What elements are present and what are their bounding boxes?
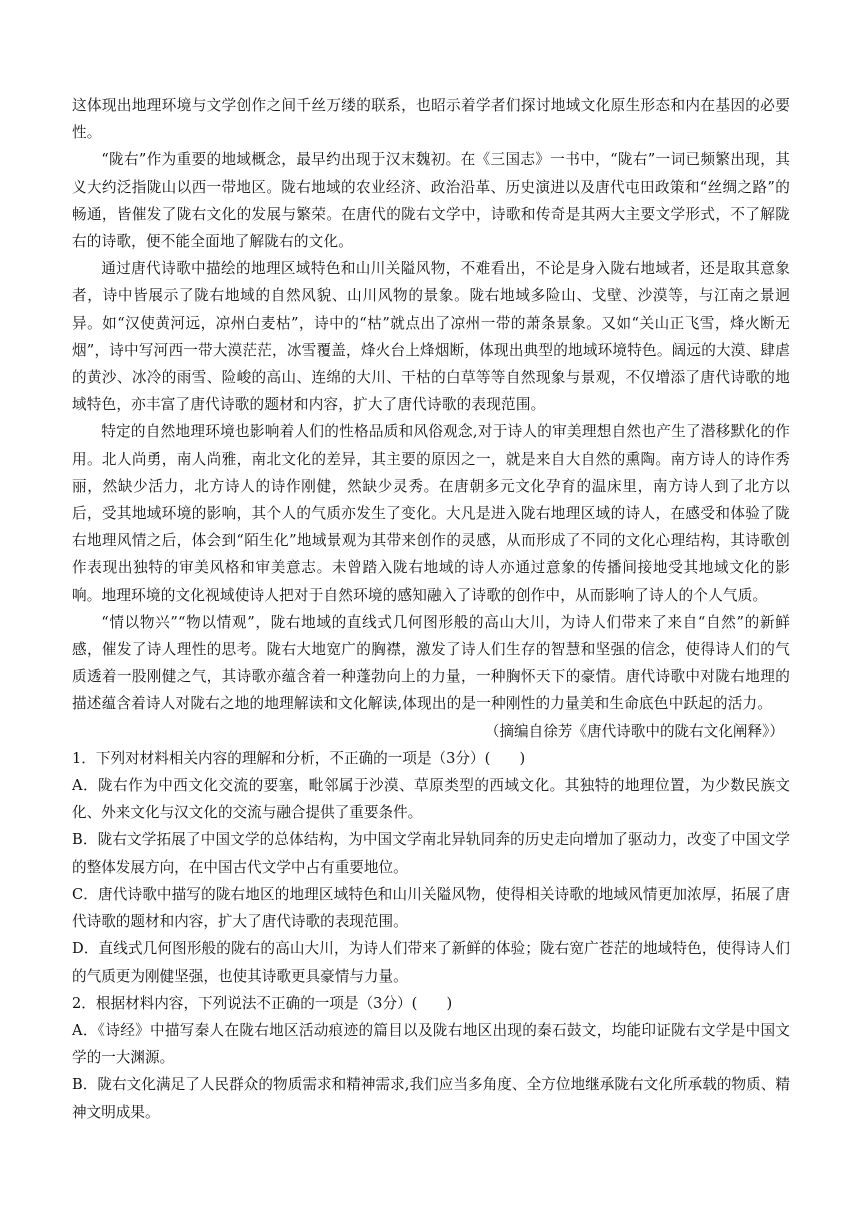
passage-paragraph-0: 这体现出地理环境与文学创作之间千丝万缕的联系，也昭示着学者们探讨地域文化原生形态和内在基因的必要性。 — [72, 97, 790, 142]
option-b: B．陇右文化满足了人民群众的物质需求和精神需求,我们应当多角度、全方位地继承陇右文化所承载的物质、精神文明成果。 — [72, 1076, 790, 1121]
passage-paragraph-1: “陇右”作为重要的地域概念，最早约出现于汉末魏初。在《三国志》一书中，“陇右”一词已频繁出现，其义大约泛指陇山以西一带地区。陇右地域的农业经济、政治沿革、历史演进以及唐代屯田政策和“丝绸之路”的畅通，皆催发了陇右文化的发展与繁荣。在唐代的陇右文学中，诗歌和传奇是其两大主要文学形式，不了解陇右的诗歌，便不能全面地了解陇右的文化。 — [72, 151, 790, 251]
passage-paragraph-4: “情以物兴”“物以情观”，陇右地域的直线式几何图形般的高山大川，为诗人们带来了来自“自然”的新鲜感，催发了诗人理性的思考。陇右大地宽广的胸襟，激发了诗人们生存的智慧和坚强的信念，使得诗人们的气质透着一股刚健之气，其诗歌亦蕴含着一种蓬勃向上的力量，一种胸怀天下的豪情。唐代诗歌中对陇右地理的描述蕴含着诗人对陇右之地的地理解读和文化解读,体现出的是一种刚性的力量美和生命底色中跃起的活力。 — [72, 613, 790, 713]
option-a: A．陇右作为中西文化交流的要塞，毗邻属于沙漠、草原类型的西域文化。其独特的地理位置，为少数民族文化、外来文化与汉文化的交流与融合提供了重要条件。 — [72, 777, 790, 822]
option-c: C．唐代诗歌中描写的陇右地区的地理区域特色和山川关隘风物，使得相关诗歌的地域风情更加浓厚，拓展了唐代诗歌的题材和内容，扩大了唐代诗歌的表现范围。 — [72, 885, 790, 931]
question-stem: 2．根据材料内容，下列说法不正确的一项是（3分）( ) — [72, 994, 453, 1012]
question-2 — [72, 990, 790, 1126]
option-b: B．陇右文学拓展了中国文学的总体结构，为中国文学南北异轨同奔的历史走向增加了驱动力，改变了中国文学的整体发展方向，在中国古代文学中占有重要地位。 — [72, 831, 790, 876]
option-d: D．直线式几何图形般的陇右的高山大川，为诗人们带来了新鲜的体验；陇右宽广苍茫的地域特色，使得诗人们的气质更为刚健坚强，也使其诗歌更具豪情与力量。 — [72, 940, 790, 985]
passage-paragraph-2: 通过唐代诗歌中描绘的地理区域特色和山川关隘风物，不难看出，不论是身入陇右地域者，还是取其意象者，诗中皆展示了陇右地域的自然风貌、山川风物的景象。陇右地域多险山、戈壁、沙漠等，与江南之景迥异。如“汉使黄河远，凉州白麦枯”，诗中的“枯”就点出了凉州一带的萧条景象。又如“关山正飞雪，烽火断无烟”，诗中写河西一带大漠茫茫，冰雪覆盖，烽火台上烽烟断，体现出典型的地域环境特色。阔远的大漠、肆虐的黄沙、冰冷的雨雪、险峻的高山、连绵的大川、干枯的白草等等自然现象与景观，不仅增添了唐代诗歌的地域特色，亦丰富了唐代诗歌的题材和内容，扩大了唐代诗歌的表现范围。 — [72, 260, 790, 414]
option-a: A．《诗经》中描写秦人在陇右地区活动痕迹的篇目以及陇右地区出现的秦石鼓文，均能印证陇右文学是中国文学的一大渊源。 — [72, 1021, 790, 1067]
document-page — [72, 92, 790, 1126]
question-1 — [72, 745, 790, 990]
passage-paragraph-3: 特定的自然地理环境也影响着人们的性格品质和风俗观念,对于诗人的审美理想自然也产生了潜移默化的作用。北人尚勇，南人尚雅，南北文化的差异，其主要的原因之一，就是来自大自然的熏陶。南方诗人的诗作秀丽，然缺少活力，北方诗人的诗作刚健，然缺少灵秀。在唐朝多元文化孕育的温床里，南方诗人到了北方以后，受其地域环境的影响，其个人的气质亦发生了变化。大凡是进入陇右地理区域的诗人，在感受和体验了陇右地理风情之后，体会到“陌生化”地域景观为其带来创作的灵感，从而形成了不同的文化心理结构，其诗歌创作表现出独特的审美风格和审美意志。未曾踏入陇右地域的诗人亦通过意象的传播间接地受其地域文化的影响。地理环境的文化视域使诗人把对于自然环境的感知融入了诗歌的创作中，从而影响了诗人的个人气质。 — [72, 423, 790, 604]
passage-source: （摘编自徐芳《唐代诗歌中的陇右文化阐释》） — [484, 722, 784, 740]
question-stem: 1．下列对材料相关内容的理解和分析，不正确的一项是（3分）( ) — [72, 749, 526, 767]
